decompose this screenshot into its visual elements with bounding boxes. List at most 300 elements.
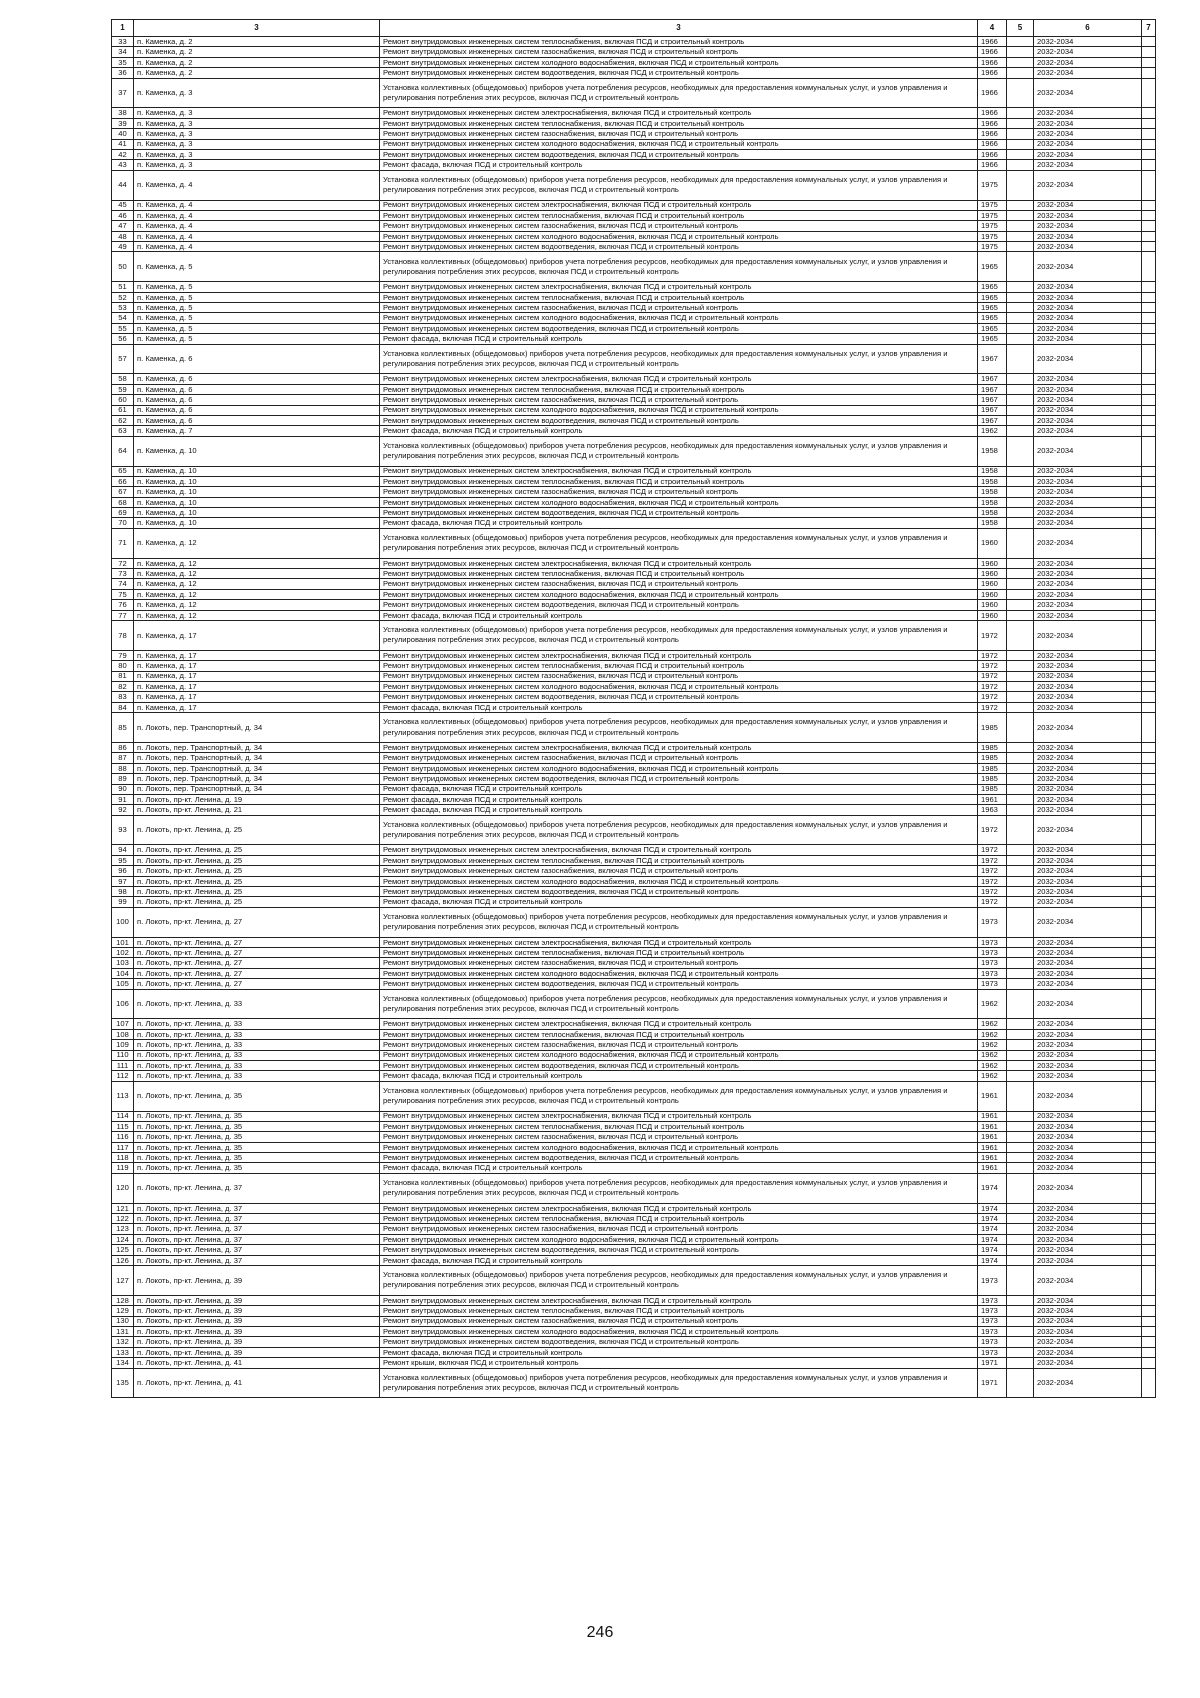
table-row <box>112 661 1156 671</box>
work-type-cell: Установка коллективных (общедомовых) приборов учета потребления ресурсов, необходимых для предоставления коммунальных услуг, и узлов управления и регулирования потребления этих ресурсов, включая ПСД и строительный контроль <box>380 815 978 845</box>
build-year-cell: 1985 <box>978 742 1007 752</box>
column-7-cell <box>1142 579 1156 589</box>
row-number: 49 <box>112 242 134 252</box>
row-number: 67 <box>112 487 134 497</box>
column-7-cell <box>1142 1081 1156 1111</box>
address-cell: п. Каменка, д. 3 <box>134 160 380 170</box>
row-number: 134 <box>112 1358 134 1368</box>
work-type-cell: Ремонт внутридомовых инженерных систем теплоснабжения, включая ПСД и строительный контроль <box>380 569 978 579</box>
table-row <box>112 405 1156 415</box>
column-7-cell <box>1142 303 1156 313</box>
column-5-cell <box>1007 784 1034 794</box>
address-cell: п. Локоть, пр-кт. Ленина, д. 33 <box>134 989 380 1019</box>
header-col-work: 3 <box>380 20 978 37</box>
work-type-cell: Ремонт внутридомовых инженерных систем водоотведения, включая ПСД и строительный контроль <box>380 1060 978 1070</box>
repair-period-cell: 2032-2034 <box>1034 323 1142 333</box>
column-7-cell <box>1142 774 1156 784</box>
row-number: 118 <box>112 1153 134 1163</box>
work-type-cell: Ремонт внутридомовых инженерных систем теплоснабжения, включая ПСД и строительный контроль <box>380 384 978 394</box>
address-cell: п. Каменка, д. 10 <box>134 518 380 528</box>
column-7-cell <box>1142 1224 1156 1234</box>
column-7-cell <box>1142 170 1156 200</box>
table-row <box>112 1255 1156 1265</box>
column-7-cell <box>1142 313 1156 323</box>
column-5-cell <box>1007 855 1034 865</box>
build-year-cell: 1958 <box>978 497 1007 507</box>
work-type-cell: Ремонт внутридомовых инженерных систем электроснабжения, включая ПСД и строительный контроль <box>380 1295 978 1305</box>
work-type-cell: Ремонт фасада, включая ПСД и строительный контроль <box>380 1163 978 1173</box>
table-row <box>112 344 1156 374</box>
build-year-cell: 1966 <box>978 108 1007 118</box>
work-type-cell: Ремонт внутридомовых инженерных систем электроснабжения, включая ПСД и строительный контроль <box>380 558 978 568</box>
address-cell: п. Локоть, пр-кт. Ленина, д. 27 <box>134 937 380 947</box>
column-number-header-row <box>112 20 1156 37</box>
address-cell: п. Локоть, пер. Транспортный, д. 34 <box>134 713 380 743</box>
column-5-cell <box>1007 1295 1034 1305</box>
row-number: 63 <box>112 426 134 436</box>
table-row <box>112 845 1156 855</box>
column-5-cell <box>1007 1255 1034 1265</box>
work-type-cell: Ремонт внутридомовых инженерных систем водоотведения, включая ПСД и строительный контроль <box>380 1153 978 1163</box>
column-5-cell <box>1007 139 1034 149</box>
repair-period-cell: 2032-2034 <box>1034 1295 1142 1305</box>
repair-period-cell: 2032-2034 <box>1034 139 1142 149</box>
row-number: 33 <box>112 37 134 47</box>
column-7-cell <box>1142 210 1156 220</box>
table-row <box>112 784 1156 794</box>
repair-period-cell: 2032-2034 <box>1034 1337 1142 1347</box>
address-cell: п. Локоть, пр-кт. Ленина, д. 37 <box>134 1214 380 1224</box>
table-body <box>112 37 1156 1398</box>
column-5-cell <box>1007 210 1034 220</box>
column-5-cell <box>1007 344 1034 374</box>
repair-period-cell: 2032-2034 <box>1034 610 1142 620</box>
table-row <box>112 579 1156 589</box>
address-cell: п. Локоть, пр-кт. Ленина, д. 35 <box>134 1163 380 1173</box>
build-year-cell: 1974 <box>978 1214 1007 1224</box>
column-7-cell <box>1142 518 1156 528</box>
table-row <box>112 671 1156 681</box>
row-number: 54 <box>112 313 134 323</box>
work-type-cell: Ремонт внутридомовых инженерных систем электроснабжения, включая ПСД и строительный контроль <box>380 1019 978 1029</box>
row-number: 86 <box>112 742 134 752</box>
table-row <box>112 713 1156 743</box>
table-row <box>112 937 1156 947</box>
table-row <box>112 1295 1156 1305</box>
repair-period-cell: 2032-2034 <box>1034 979 1142 989</box>
table-row <box>112 805 1156 815</box>
address-cell: п. Локоть, пр-кт. Ленина, д. 41 <box>134 1368 380 1398</box>
table-row <box>112 1368 1156 1398</box>
column-7-cell <box>1142 937 1156 947</box>
build-year-cell: 1974 <box>978 1203 1007 1213</box>
column-7-cell <box>1142 1306 1156 1316</box>
work-type-cell: Установка коллективных (общедомовых) приборов учета потребления ресурсов, необходимых для предоставления коммунальных услуг, и узлов управления и регулирования потребления этих ресурсов, включая ПСД и строительный контроль <box>380 713 978 743</box>
repair-period-cell: 2032-2034 <box>1034 426 1142 436</box>
row-number: 124 <box>112 1234 134 1244</box>
work-type-cell: Ремонт внутридомовых инженерных систем водоотведения, включая ПСД и строительный контроль <box>380 242 978 252</box>
column-7-cell <box>1142 1316 1156 1326</box>
table-row <box>112 621 1156 651</box>
repair-period-cell: 2032-2034 <box>1034 384 1142 394</box>
work-type-cell: Ремонт фасада, включая ПСД и строительный контроль <box>380 1071 978 1081</box>
build-year-cell: 1973 <box>978 948 1007 958</box>
build-year-cell: 1973 <box>978 968 1007 978</box>
work-type-cell: Ремонт внутридомовых инженерных систем водоотведения, включая ПСД и строительный контроль <box>380 600 978 610</box>
address-cell: п. Каменка, д. 2 <box>134 37 380 47</box>
table-row <box>112 907 1156 937</box>
column-5-cell <box>1007 887 1034 897</box>
work-type-cell: Установка коллективных (общедомовых) приборов учета потребления ресурсов, необходимых для предоставления коммунальных услуг, и узлов управления и регулирования потребления этих ресурсов, включая ПСД и строительный контроль <box>380 1173 978 1203</box>
table-row <box>112 1132 1156 1142</box>
column-7-cell <box>1142 661 1156 671</box>
build-year-cell: 1973 <box>978 958 1007 968</box>
work-type-cell: Ремонт фасада, включая ПСД и строительный контроль <box>380 805 978 815</box>
table-row <box>112 395 1156 405</box>
work-type-cell: Ремонт фасада, включая ПСД и строительный контроль <box>380 610 978 620</box>
table-row <box>112 855 1156 865</box>
address-cell: п. Локоть, пр-кт. Ленина, д. 27 <box>134 958 380 968</box>
table-row <box>112 1224 1156 1234</box>
column-7-cell <box>1142 476 1156 486</box>
build-year-cell: 1973 <box>978 907 1007 937</box>
address-cell: п. Каменка, д. 2 <box>134 47 380 57</box>
build-year-cell: 1960 <box>978 579 1007 589</box>
column-7-cell <box>1142 528 1156 558</box>
work-type-cell: Ремонт внутридомовых инженерных систем водоотведения, включая ПСД и строительный контроль <box>380 323 978 333</box>
address-cell: п. Каменка, д. 12 <box>134 569 380 579</box>
row-number: 100 <box>112 907 134 937</box>
column-7-cell <box>1142 681 1156 691</box>
work-type-cell: Ремонт внутридомовых инженерных систем водоотведения, включая ПСД и строительный контроль <box>380 149 978 159</box>
build-year-cell: 1966 <box>978 37 1007 47</box>
row-number: 83 <box>112 692 134 702</box>
repair-period-cell: 2032-2034 <box>1034 855 1142 865</box>
column-5-cell <box>1007 589 1034 599</box>
row-number: 64 <box>112 436 134 466</box>
repair-period-cell: 2032-2034 <box>1034 1214 1142 1224</box>
repair-period-cell: 2032-2034 <box>1034 1266 1142 1296</box>
build-year-cell: 1960 <box>978 528 1007 558</box>
column-5-cell <box>1007 1163 1034 1173</box>
table-row <box>112 508 1156 518</box>
address-cell: п. Локоть, пр-кт. Ленина, д. 39 <box>134 1337 380 1347</box>
column-5-cell <box>1007 108 1034 118</box>
repair-period-cell: 2032-2034 <box>1034 866 1142 876</box>
build-year-cell: 1975 <box>978 231 1007 241</box>
row-number: 46 <box>112 210 134 220</box>
row-number: 112 <box>112 1071 134 1081</box>
table-row <box>112 1347 1156 1357</box>
address-cell: п. Каменка, д. 17 <box>134 681 380 691</box>
column-7-cell <box>1142 794 1156 804</box>
build-year-cell: 1972 <box>978 650 1007 660</box>
column-5-cell <box>1007 753 1034 763</box>
table-row <box>112 118 1156 128</box>
column-7-cell <box>1142 508 1156 518</box>
column-5-cell <box>1007 282 1034 292</box>
repair-period-cell: 2032-2034 <box>1034 1358 1142 1368</box>
address-cell: п. Локоть, пр-кт. Ленина, д. 41 <box>134 1358 380 1368</box>
address-cell: п. Локоть, пр-кт. Ленина, д. 39 <box>134 1326 380 1336</box>
build-year-cell: 1973 <box>978 1347 1007 1357</box>
address-cell: п. Каменка, д. 4 <box>134 221 380 231</box>
table-row <box>112 1040 1156 1050</box>
table-row <box>112 518 1156 528</box>
repair-period-cell: 2032-2034 <box>1034 210 1142 220</box>
address-cell: п. Каменка, д. 6 <box>134 415 380 425</box>
build-year-cell: 1961 <box>978 1163 1007 1173</box>
row-number: 44 <box>112 170 134 200</box>
build-year-cell: 1961 <box>978 1081 1007 1111</box>
header-col-5: 5 <box>1007 20 1034 37</box>
repair-period-cell: 2032-2034 <box>1034 1245 1142 1255</box>
work-type-cell: Установка коллективных (общедомовых) приборов учета потребления ресурсов, необходимых для предоставления коммунальных услуг, и узлов управления и регулирования потребления этих ресурсов, включая ПСД и строительный контроль <box>380 621 978 651</box>
address-cell: п. Каменка, д. 12 <box>134 589 380 599</box>
column-7-cell <box>1142 200 1156 210</box>
repair-period-cell: 2032-2034 <box>1034 242 1142 252</box>
table-row <box>112 497 1156 507</box>
row-number: 36 <box>112 68 134 78</box>
address-cell: п. Каменка, д. 17 <box>134 702 380 712</box>
work-type-cell: Ремонт внутридомовых инженерных систем теплоснабжения, включая ПСД и строительный контроль <box>380 1121 978 1131</box>
table-row <box>112 139 1156 149</box>
table-row <box>112 210 1156 220</box>
column-5-cell <box>1007 313 1034 323</box>
row-number: 119 <box>112 1163 134 1173</box>
repair-period-cell: 2032-2034 <box>1034 78 1142 108</box>
build-year-cell: 1985 <box>978 763 1007 773</box>
column-5-cell <box>1007 528 1034 558</box>
repair-period-cell: 2032-2034 <box>1034 661 1142 671</box>
address-cell: п. Каменка, д. 10 <box>134 487 380 497</box>
row-number: 128 <box>112 1295 134 1305</box>
column-5-cell <box>1007 303 1034 313</box>
row-number: 76 <box>112 600 134 610</box>
table-row <box>112 876 1156 886</box>
build-year-cell: 1975 <box>978 242 1007 252</box>
row-number: 82 <box>112 681 134 691</box>
repair-period-cell: 2032-2034 <box>1034 1040 1142 1050</box>
column-5-cell <box>1007 671 1034 681</box>
address-cell: п. Каменка, д. 17 <box>134 692 380 702</box>
build-year-cell: 1962 <box>978 989 1007 1019</box>
column-5-cell <box>1007 1347 1034 1357</box>
table-row <box>112 1214 1156 1224</box>
address-cell: п. Локоть, пр-кт. Ленина, д. 37 <box>134 1234 380 1244</box>
row-number: 73 <box>112 569 134 579</box>
row-number: 87 <box>112 753 134 763</box>
build-year-cell: 1973 <box>978 1295 1007 1305</box>
build-year-cell: 1973 <box>978 1266 1007 1296</box>
column-7-cell <box>1142 426 1156 436</box>
repair-period-cell: 2032-2034 <box>1034 1326 1142 1336</box>
repair-period-cell: 2032-2034 <box>1034 118 1142 128</box>
address-cell: п. Локоть, пер. Транспортный, д. 34 <box>134 742 380 752</box>
column-7-cell <box>1142 600 1156 610</box>
build-year-cell: 1974 <box>978 1224 1007 1234</box>
repair-period-cell: 2032-2034 <box>1034 621 1142 651</box>
column-5-cell <box>1007 57 1034 67</box>
header-col-7: 7 <box>1142 20 1156 37</box>
column-7-cell <box>1142 907 1156 937</box>
table-row <box>112 384 1156 394</box>
repair-period-cell: 2032-2034 <box>1034 681 1142 691</box>
column-5-cell <box>1007 292 1034 302</box>
row-number: 120 <box>112 1173 134 1203</box>
work-type-cell: Ремонт внутридомовых инженерных систем водоотведения, включая ПСД и строительный контроль <box>380 415 978 425</box>
build-year-cell: 1971 <box>978 1368 1007 1398</box>
row-number: 123 <box>112 1224 134 1234</box>
row-number: 52 <box>112 292 134 302</box>
repair-period-cell: 2032-2034 <box>1034 1316 1142 1326</box>
address-cell: п. Каменка, д. 4 <box>134 231 380 241</box>
address-cell: п. Каменка, д. 7 <box>134 426 380 436</box>
build-year-cell: 1985 <box>978 774 1007 784</box>
work-type-cell: Ремонт внутридомовых инженерных систем холодного водоснабжения, включая ПСД и строительный контроль <box>380 876 978 886</box>
column-5-cell <box>1007 1173 1034 1203</box>
column-5-cell <box>1007 508 1034 518</box>
repair-period-cell: 2032-2034 <box>1034 958 1142 968</box>
build-year-cell: 1962 <box>978 1040 1007 1050</box>
row-number: 97 <box>112 876 134 886</box>
column-7-cell <box>1142 1142 1156 1152</box>
column-7-cell <box>1142 1060 1156 1070</box>
row-number: 107 <box>112 1019 134 1029</box>
table-row <box>112 476 1156 486</box>
build-year-cell: 1965 <box>978 252 1007 282</box>
address-cell: п. Локоть, пр-кт. Ленина, д. 39 <box>134 1316 380 1326</box>
work-type-cell: Ремонт внутридомовых инженерных систем холодного водоснабжения, включая ПСД и строительный контроль <box>380 968 978 978</box>
column-5-cell <box>1007 78 1034 108</box>
address-cell: п. Каменка, д. 12 <box>134 558 380 568</box>
address-cell: п. Локоть, пр-кт. Ленина, д. 35 <box>134 1132 380 1142</box>
repair-period-cell: 2032-2034 <box>1034 1132 1142 1142</box>
column-7-cell <box>1142 118 1156 128</box>
column-5-cell <box>1007 37 1034 47</box>
work-type-cell: Ремонт фасада, включая ПСД и строительный контроль <box>380 702 978 712</box>
address-cell: п. Локоть, пр-кт. Ленина, д. 27 <box>134 907 380 937</box>
column-7-cell <box>1142 1347 1156 1357</box>
build-year-cell: 1960 <box>978 558 1007 568</box>
column-7-cell <box>1142 1245 1156 1255</box>
column-5-cell <box>1007 650 1034 660</box>
work-type-cell: Ремонт фасада, включая ПСД и строительный контроль <box>380 426 978 436</box>
header-col-year: 4 <box>978 20 1007 37</box>
row-number: 110 <box>112 1050 134 1060</box>
column-5-cell <box>1007 118 1034 128</box>
column-7-cell <box>1142 242 1156 252</box>
row-number: 109 <box>112 1040 134 1050</box>
build-year-cell: 1967 <box>978 344 1007 374</box>
address-cell: п. Локоть, пр-кт. Ленина, д. 25 <box>134 845 380 855</box>
build-year-cell: 1972 <box>978 897 1007 907</box>
row-number: 114 <box>112 1111 134 1121</box>
column-7-cell <box>1142 702 1156 712</box>
build-year-cell: 1985 <box>978 784 1007 794</box>
column-7-cell <box>1142 1153 1156 1163</box>
column-7-cell <box>1142 1214 1156 1224</box>
row-number: 88 <box>112 763 134 773</box>
repair-period-cell: 2032-2034 <box>1034 487 1142 497</box>
repair-period-cell: 2032-2034 <box>1034 344 1142 374</box>
address-cell: п. Локоть, пр-кт. Ленина, д. 27 <box>134 948 380 958</box>
row-number: 51 <box>112 282 134 292</box>
column-7-cell <box>1142 805 1156 815</box>
column-7-cell <box>1142 1173 1156 1203</box>
table-row <box>112 753 1156 763</box>
table-row <box>112 774 1156 784</box>
build-year-cell: 1974 <box>978 1173 1007 1203</box>
table-row <box>112 323 1156 333</box>
column-5-cell <box>1007 558 1034 568</box>
address-cell: п. Локоть, пр-кт. Ленина, д. 25 <box>134 815 380 845</box>
work-type-cell: Ремонт внутридомовых инженерных систем холодного водоснабжения, включая ПСД и строительный контроль <box>380 1050 978 1060</box>
repair-period-cell: 2032-2034 <box>1034 1071 1142 1081</box>
repair-period-cell: 2032-2034 <box>1034 763 1142 773</box>
work-type-cell: Ремонт фасада, включая ПСД и строительный контроль <box>380 334 978 344</box>
repair-period-cell: 2032-2034 <box>1034 1121 1142 1131</box>
column-7-cell <box>1142 713 1156 743</box>
column-7-cell <box>1142 374 1156 384</box>
row-number: 90 <box>112 784 134 794</box>
row-number: 53 <box>112 303 134 313</box>
table-row <box>112 989 1156 1019</box>
column-7-cell <box>1142 948 1156 958</box>
column-5-cell <box>1007 794 1034 804</box>
column-5-cell <box>1007 579 1034 589</box>
column-7-cell <box>1142 466 1156 476</box>
row-number: 81 <box>112 671 134 681</box>
address-cell: п. Локоть, пр-кт. Ленина, д. 35 <box>134 1081 380 1111</box>
address-cell: п. Локоть, пр-кт. Ленина, д. 25 <box>134 876 380 886</box>
address-cell: п. Каменка, д. 3 <box>134 118 380 128</box>
table-row <box>112 37 1156 47</box>
table-row <box>112 1163 1156 1173</box>
row-number: 70 <box>112 518 134 528</box>
address-cell: п. Каменка, д. 4 <box>134 210 380 220</box>
column-5-cell <box>1007 242 1034 252</box>
row-number: 126 <box>112 1255 134 1265</box>
address-cell: п. Каменка, д. 12 <box>134 610 380 620</box>
address-cell: п. Локоть, пер. Транспортный, д. 34 <box>134 784 380 794</box>
table-row <box>112 897 1156 907</box>
column-7-cell <box>1142 589 1156 599</box>
work-type-cell: Ремонт внутридомовых инженерных систем водоотведения, включая ПСД и строительный контроль <box>380 887 978 897</box>
column-5-cell <box>1007 1214 1034 1224</box>
column-7-cell <box>1142 1326 1156 1336</box>
address-cell: п. Локоть, пр-кт. Ленина, д. 37 <box>134 1173 380 1203</box>
column-5-cell <box>1007 1266 1034 1296</box>
repair-period-cell: 2032-2034 <box>1034 1306 1142 1316</box>
work-type-cell: Установка коллективных (общедомовых) приборов учета потребления ресурсов, необходимых для предоставления коммунальных услуг, и узлов управления и регулирования потребления этих ресурсов, включая ПСД и строительный контроль <box>380 907 978 937</box>
row-number: 108 <box>112 1029 134 1039</box>
column-5-cell <box>1007 763 1034 773</box>
build-year-cell: 1971 <box>978 1358 1007 1368</box>
column-7-cell <box>1142 1111 1156 1121</box>
table-row <box>112 374 1156 384</box>
repair-period-cell: 2032-2034 <box>1034 1153 1142 1163</box>
column-5-cell <box>1007 221 1034 231</box>
build-year-cell: 1962 <box>978 1019 1007 1029</box>
build-year-cell: 1958 <box>978 518 1007 528</box>
table-row <box>112 815 1156 845</box>
column-5-cell <box>1007 1234 1034 1244</box>
row-number: 80 <box>112 661 134 671</box>
work-type-cell: Ремонт внутридомовых инженерных систем холодного водоснабжения, включая ПСД и строительный контроль <box>380 313 978 323</box>
address-cell: п. Локоть, пр-кт. Ленина, д. 39 <box>134 1295 380 1305</box>
column-7-cell <box>1142 1337 1156 1347</box>
